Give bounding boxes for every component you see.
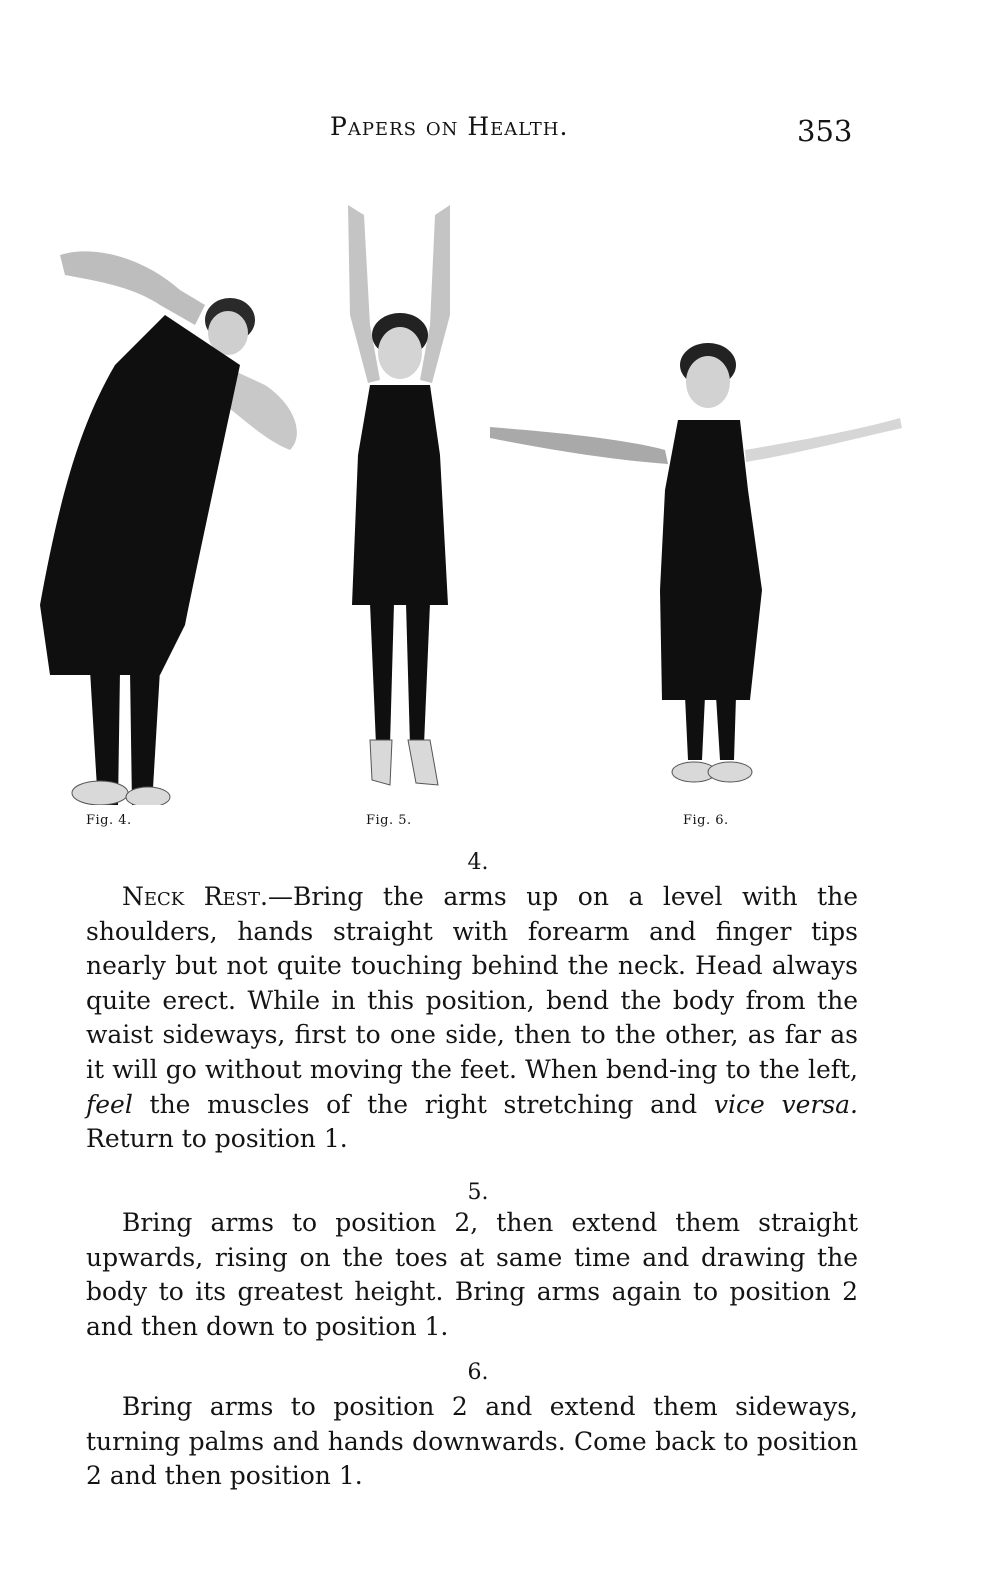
section-4-italic-feel: feel <box>86 1089 133 1119</box>
figure-6-caption: Fig. 6. <box>683 813 729 828</box>
section-5-text <box>86 1206 858 1344</box>
section-4-lead: Neck Rest. <box>122 882 268 911</box>
figure-plate <box>0 195 1000 805</box>
figure-6-photo <box>490 340 910 800</box>
figure-5-photo <box>320 205 480 795</box>
running-head <box>0 112 1000 152</box>
section-5-paragraph: Bring arms to position 2, then extend them straight upwards, rising on the toes at same time and drawing the body to its greatest height. Bring arms again to position 2 and then down to position 1. <box>86 1208 858 1341</box>
section-6-text <box>86 1390 858 1494</box>
figure-4-photo <box>20 245 320 805</box>
section-4-body-c: Return to position 1. <box>86 1124 348 1154</box>
section-number-6: 6. <box>467 1360 489 1385</box>
page-number: 353 <box>797 114 853 148</box>
section-4-body-a: —Bring the arms up on a level with the shoulders, hands straight with forearm and finger tips nearly but not quite touching behind the neck. Head always quite erect. While in this position, bend the body from the waist sideways, first to one side, then to the other, as far as it will go without moving the feet. When bend-ing to the left, <box>86 882 858 1084</box>
section-number-4: 4. <box>467 850 489 875</box>
section-number-5: 5. <box>467 1180 489 1205</box>
section-4-body-b: the muscles of the right stretching and <box>132 1089 714 1119</box>
figure-4-caption: Fig. 4. <box>86 813 132 828</box>
section-6-paragraph: Bring arms to position 2 and extend them sideways, turning palms and hands downwards. Come back to position 2 and then position 1. <box>86 1392 858 1491</box>
section-4-paragraph <box>86 880 858 1157</box>
running-title: Papers on Health. <box>330 112 569 141</box>
section-4-italic-vice-versa: vice versa. <box>713 1089 859 1119</box>
section-4-text <box>86 880 858 1157</box>
figure-5-caption: Fig. 5. <box>366 813 412 828</box>
